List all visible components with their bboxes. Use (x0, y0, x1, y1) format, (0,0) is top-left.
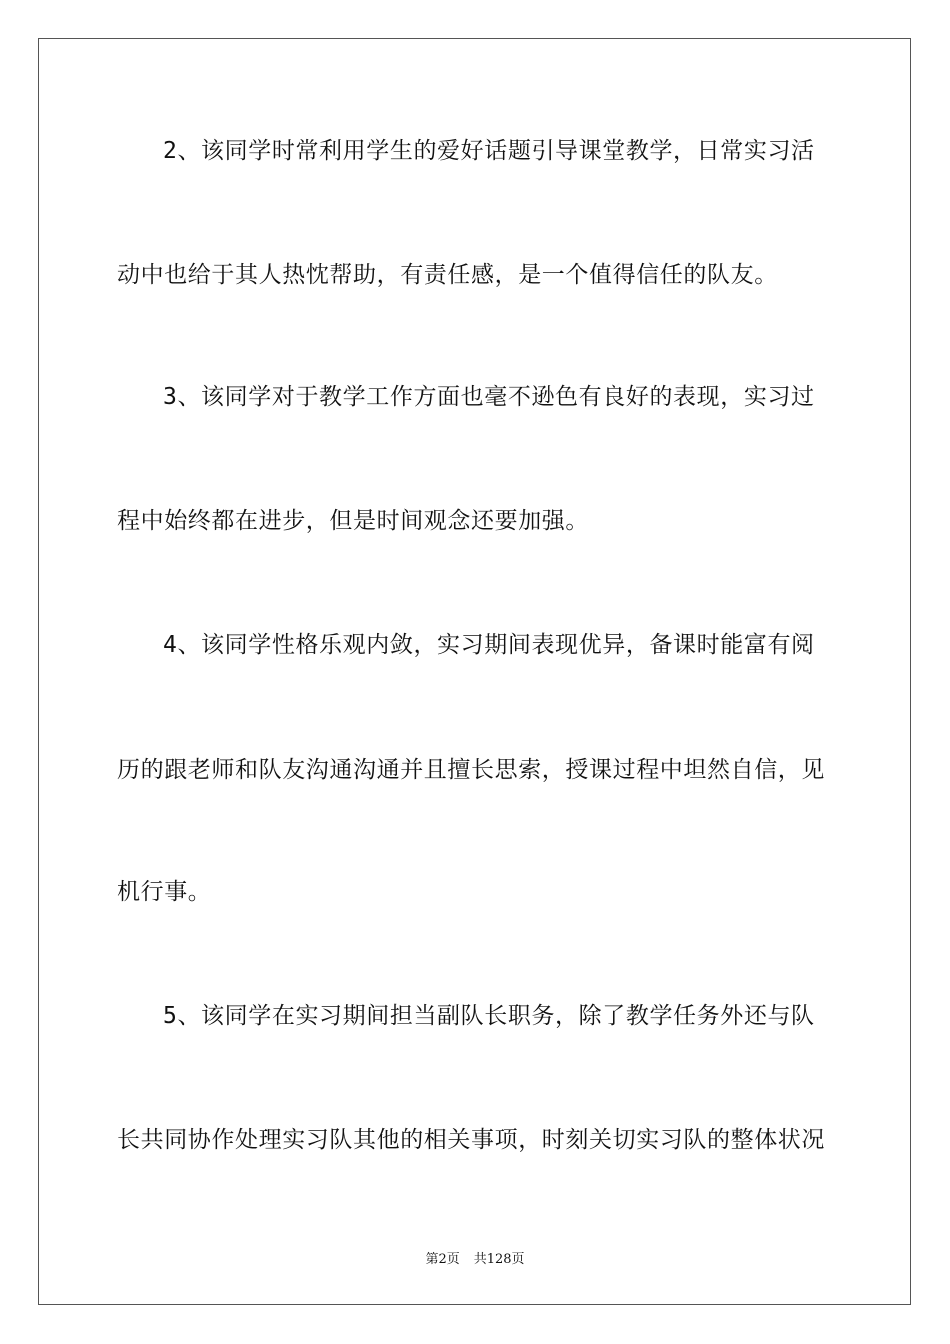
paragraph-3-line-1: 3、该同学对于教学工作方面也毫不逊色有良好的表现，实习过 (163, 384, 815, 410)
paragraph-5-line-1: 5、该同学在实习期间担当副队长职务，除了教学任务外还与队 (163, 1003, 815, 1029)
page-total: 共128页 (473, 1252, 525, 1267)
page-footer (0, 1248, 950, 1267)
page-border (38, 38, 911, 1305)
paragraph-2-line-2: 动中也给于其人热忱帮助，有责任感，是一个值得信任的队友。 (117, 262, 778, 288)
paragraph-3-line-2: 程中始终都在进步，但是时间观念还要加强。 (117, 508, 589, 534)
paragraph-5-line-2: 长共同协作处理实习队其他的相关事项，时刻关切实习队的整体状况 (117, 1127, 825, 1153)
page-number: 第2页 (425, 1252, 460, 1267)
paragraph-4-line-1: 4、该同学性格乐观内敛，实习期间表现优异，备课时能富有阅 (163, 632, 815, 658)
paragraph-2-line-1: 2、该同学时常利用学生的爱好话题引导课堂教学，日常实习活 (163, 138, 815, 164)
paragraph-4-line-3: 机行事。 (117, 879, 212, 905)
paragraph-4-line-2: 历的跟老师和队友沟通沟通并且擅长思索，授课过程中坦然自信，见 (117, 757, 825, 783)
